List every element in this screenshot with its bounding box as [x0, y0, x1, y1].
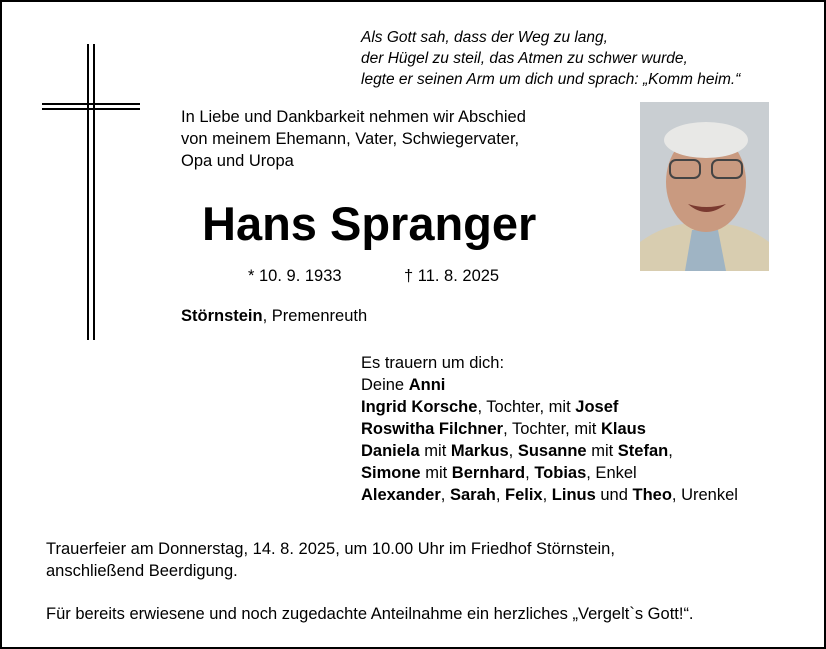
mourner-name: Tobias: [534, 464, 587, 482]
birth-date: * 10. 9. 1933: [248, 267, 342, 285]
text: ,: [525, 464, 535, 482]
text: ,: [668, 442, 673, 460]
funeral-info: [46, 538, 615, 582]
intro-line: In Liebe und Dankbarkeit nehmen wir Abschied: [181, 108, 526, 126]
mourner-name: Alexander: [361, 486, 441, 504]
mourner-line: [361, 418, 738, 440]
intro-line: von meinem Ehemann, Vater, Schwiegervater,: [181, 130, 520, 148]
text: , Enkel: [586, 464, 637, 482]
cross-icon: [42, 44, 140, 340]
mourner-line: [361, 374, 738, 396]
intro-line: Opa und Uropa: [181, 152, 294, 170]
mourner-line: [361, 440, 738, 462]
mourner-name: Anni: [408, 376, 446, 394]
poem-line: Als Gott sah, dass der Weg zu lang,: [361, 29, 608, 46]
mourners-heading: Es trauern um dich:: [361, 354, 505, 372]
mourner-name: Roswitha Filchner: [361, 420, 504, 438]
mourner-name: Markus: [450, 442, 509, 460]
mourners-list: [361, 352, 738, 506]
deceased-name: Hans Spranger: [202, 197, 537, 250]
text: , Tochter, mit: [503, 420, 601, 438]
mourner-name: Theo: [632, 486, 672, 504]
mourner-name: Josef: [575, 398, 619, 416]
poem-line: der Hügel zu steil, das Atmen zu schwer wurde,: [361, 50, 688, 67]
text: Deine: [361, 376, 409, 394]
text: ,: [495, 486, 505, 504]
mourner-name: Simone: [361, 464, 421, 482]
place-main: Störnstein: [181, 307, 263, 325]
death-date: † 11. 8. 2025: [404, 267, 500, 285]
text: , Tochter, mit: [477, 398, 576, 416]
poem: [361, 27, 740, 90]
funeral-line: anschließend Beerdigung.: [46, 562, 238, 580]
mourner-line: [361, 462, 738, 484]
mourner-name: Klaus: [600, 420, 646, 438]
intro-text: [181, 106, 526, 172]
text: ,: [542, 486, 552, 504]
mourner-name: Daniela: [361, 442, 420, 460]
portrait-photo: [640, 102, 769, 271]
mourner-name: Sarah: [449, 486, 496, 504]
text: ,: [508, 442, 518, 460]
poem-line: legte er seinen Arm um dich und sprach: „Komm heim.“: [361, 71, 741, 88]
mourner-name: Felix: [505, 486, 543, 504]
text: , Urenkel: [671, 486, 738, 504]
mourner-line: [361, 396, 738, 418]
place: [181, 305, 367, 327]
place-rest: , Premenreuth: [262, 307, 368, 325]
mourner-name: Linus: [551, 486, 596, 504]
mourner-line: [361, 484, 738, 506]
text: und: [595, 486, 633, 504]
mourner-name: Ingrid Korsche: [361, 398, 478, 416]
text: mit: [586, 442, 618, 460]
mourner-name: Susanne: [517, 442, 587, 460]
text: mit: [420, 464, 452, 482]
thanks-text: Für bereits erwiesene und noch zugedachte Anteilnahme ein herzliches „Vergelt`s Gott!“.: [46, 605, 694, 623]
mourner-name: Stefan: [617, 442, 669, 460]
text: ,: [440, 486, 450, 504]
mourner-name: Bernhard: [451, 464, 526, 482]
funeral-line: Trauerfeier am Donnerstag, 14. 8. 2025, um 10.00 Uhr im Friedhof Störnstein,: [46, 540, 615, 558]
text: mit: [419, 442, 451, 460]
